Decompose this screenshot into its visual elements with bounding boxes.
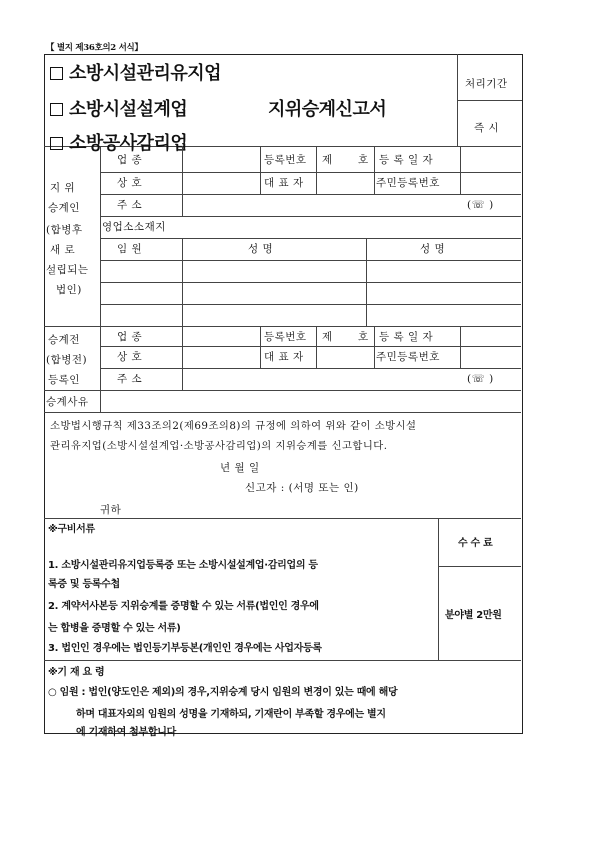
- divider: [44, 390, 521, 391]
- processing-period-value: 즉 시: [474, 122, 500, 134]
- divider: [100, 238, 521, 239]
- document-item: 1. 소방시설관리유지업등록증 또는 소방시설설계업·감리업의 등: [48, 560, 318, 571]
- divider: [457, 100, 522, 101]
- document-item: 록증 및 등록수첩: [48, 579, 120, 590]
- divider: [100, 194, 521, 195]
- phone-label: (☏ ): [467, 199, 494, 211]
- declaration-date: 년 월 일: [220, 462, 260, 474]
- document-item: 2. 계약서사본등 지위승계를 증명할 수 있는 서류(법인인 경우에: [48, 601, 319, 612]
- reg-no-label: 등록번호: [264, 331, 307, 343]
- resident-no-label: 주민등록번호: [376, 177, 440, 189]
- divider: [260, 146, 261, 194]
- divider: [374, 326, 375, 368]
- representative-label: 대 표 자: [264, 351, 304, 363]
- divider: [374, 146, 375, 194]
- ho-label: 호: [358, 154, 369, 166]
- addressee: 귀하: [100, 504, 122, 516]
- side-label: 새 로: [50, 244, 76, 256]
- trade-name-label: 상 호: [117, 351, 143, 363]
- divider: [44, 326, 521, 327]
- business-location-label: 영업소소재지: [102, 221, 166, 233]
- declaration-text-2: 관리유지업(소방시설설계업·소방공사감리업)의 지위승계를 신고합니다.: [50, 440, 388, 452]
- side-label: 법인): [56, 284, 82, 296]
- reason-label: 승계사유: [46, 396, 89, 408]
- side-label: 승계전: [48, 334, 80, 346]
- address-label: 주 소: [117, 373, 143, 385]
- resident-no-label: 주민등록번호: [376, 351, 440, 363]
- divider: [100, 390, 101, 412]
- divider: [460, 326, 461, 368]
- officer-label: 임 원: [117, 243, 143, 255]
- divider: [438, 518, 439, 660]
- divider: [100, 260, 521, 261]
- side-label: 지 위: [50, 182, 76, 194]
- document-item: 는 합병을 증명할 수 있는 서류): [48, 623, 181, 634]
- fee-value: 분야별 2만원: [445, 610, 502, 621]
- document-item: 3. 법인인 경우에는 법인등기부등본(개인인 경우에는 사업자등록: [48, 643, 322, 654]
- checkbox-icon[interactable]: [50, 137, 63, 150]
- reg-date-label: 등 록 일 자: [379, 154, 434, 166]
- divider: [100, 368, 521, 369]
- checkbox-icon[interactable]: [50, 103, 63, 116]
- side-label: (합병전): [46, 354, 88, 366]
- je-label: 제: [322, 154, 333, 166]
- declarant: 신고자 : (서명 또는 인): [245, 482, 359, 494]
- divider: [100, 282, 521, 283]
- fee-label: 수 수 료: [458, 538, 493, 549]
- side-label: 설립되는: [46, 264, 89, 276]
- reg-no-label: 등록번호: [264, 154, 307, 166]
- name-header: 성 명: [248, 243, 274, 255]
- processing-period-label: 처리기간: [465, 78, 508, 90]
- divider: [182, 238, 183, 326]
- title-line-3-clip: [50, 133, 450, 154]
- industry-label: 업 종: [117, 154, 143, 166]
- ho-label: 호: [358, 331, 369, 343]
- divider: [100, 326, 101, 390]
- divider: [260, 326, 261, 368]
- trade-name-label: 상 호: [117, 177, 143, 189]
- divider: [100, 346, 521, 347]
- representative-label: 대 표 자: [264, 177, 304, 189]
- divider: [366, 238, 367, 326]
- phone-label: (☏ ): [467, 373, 494, 385]
- declaration-text-1: 소방법시행규칙 제33조의2(제69조의8)의 규정에 의하여 위와 같이 소방시설: [50, 420, 417, 432]
- reg-date-label: 등 록 일 자: [379, 331, 434, 343]
- divider: [460, 146, 461, 194]
- divider: [44, 518, 521, 519]
- checkbox-icon[interactable]: [50, 67, 63, 80]
- side-label: 승계인: [48, 202, 80, 214]
- divider: [100, 146, 101, 326]
- divider: [438, 566, 521, 567]
- divider: [100, 304, 521, 305]
- divider: [44, 660, 521, 661]
- instruction-line: 에 기재하여 첨부합니다: [76, 727, 176, 738]
- title-line-1: 소방시설관리유지업: [50, 63, 221, 85]
- title-line-3: 소방공사감리업: [50, 133, 187, 155]
- name-header: 성 명: [420, 243, 446, 255]
- address-label: 주 소: [117, 199, 143, 211]
- title-line-2: 소방시설설계업: [50, 99, 187, 121]
- divider: [316, 146, 317, 194]
- form-title: 지위승계신고서: [268, 99, 387, 120]
- je-label: 제: [322, 331, 333, 343]
- side-label: (합병후: [46, 224, 83, 236]
- divider: [44, 412, 521, 413]
- industry-label: 업 종: [117, 331, 143, 343]
- documents-title: ※구비서류: [48, 524, 95, 535]
- divider: [100, 216, 521, 217]
- divider: [182, 146, 183, 216]
- divider: [100, 172, 521, 173]
- divider: [182, 326, 183, 390]
- instructions-title: ※기 재 요 령: [48, 667, 105, 678]
- side-label: 등록인: [48, 374, 80, 386]
- instruction-line: 하며 대표자외의 임원의 성명을 기재하되, 기재란이 부족할 경우에는 별지: [76, 709, 386, 720]
- form-label: 【 별지 제36호의2 서식】: [46, 43, 143, 53]
- instruction-line: ○ 임원 : 법인(양도인은 제외)의 경우,지위승계 당시 임원의 변경이 있는 때에 해당: [48, 687, 398, 698]
- divider: [316, 326, 317, 368]
- instruction-line-3-clip: [76, 726, 376, 738]
